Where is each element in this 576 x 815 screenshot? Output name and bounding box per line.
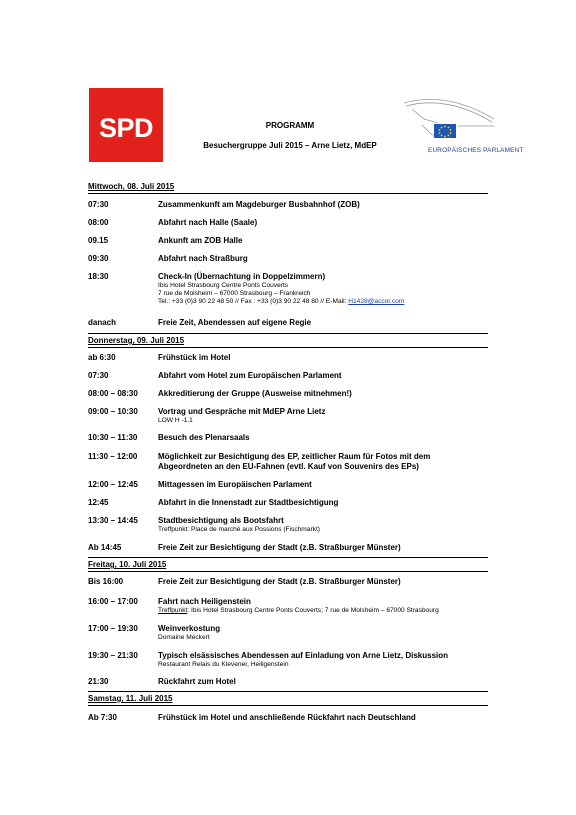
- schedule-row: [0, 235, 576, 246]
- description: Check-In (Übernachtung in Doppelzimmern): [158, 272, 326, 281]
- description: Möglichkeit zur Besichtigung des EP, zeitlicher Raum für Fotos mit dem: [158, 452, 431, 461]
- description: Fahrt nach Heiligenstein: [158, 597, 251, 606]
- time: ab 6:30: [88, 353, 116, 362]
- time: 19:30 – 21:30: [88, 651, 138, 660]
- description: Besuch des Plenarsaals: [158, 433, 250, 442]
- time: 07:30: [88, 200, 109, 209]
- schedule-row: [0, 388, 576, 399]
- description: Vortrag und Gespräche mit MdEP Arne Lietz: [158, 407, 326, 416]
- description: Freie Zeit, Abendessen auf eigene Regie: [158, 318, 312, 327]
- time: 07:30: [88, 371, 109, 380]
- european-parliament-logo: [402, 95, 502, 147]
- time: 16:00 – 17:00: [88, 597, 138, 606]
- schedule-row: [0, 253, 576, 264]
- parliament-building-icon: [402, 95, 502, 147]
- description: Freie Zeit zur Besichtigung der Stadt (z.B. Straßburger Münster): [158, 577, 401, 586]
- detail-line: [0, 415, 576, 426]
- day-heading: Donnerstag, 09. Juli 2015: [88, 336, 185, 345]
- schedule-row: [0, 676, 576, 687]
- time: 12:00 – 12:45: [88, 480, 138, 489]
- description: Abfahrt nach Straßburg: [158, 254, 248, 263]
- schedule-row: [0, 352, 576, 363]
- spd-logo: [89, 88, 163, 162]
- time: Ab 7:30: [88, 713, 117, 722]
- time: Ab 14:45: [88, 543, 122, 552]
- time: 12:45: [88, 498, 109, 507]
- divider: [88, 691, 488, 692]
- time: 09:00 – 10:30: [88, 407, 138, 416]
- time: Bis 16:00: [88, 577, 124, 586]
- schedule-row: [0, 542, 576, 553]
- description: Abfahrt in die Innenstadt zur Stadtbesichtigung: [158, 498, 339, 507]
- meeting-point-label: Treffpunkt: [158, 607, 188, 614]
- time: 09.15: [88, 236, 109, 245]
- time: 08:00 – 08:30: [88, 389, 138, 398]
- time: 17:00 – 19:30: [88, 624, 138, 633]
- hotel-contact: [158, 296, 404, 307]
- day-heading: Freitag, 10. Juli 2015: [88, 560, 167, 569]
- time: 09:30: [88, 254, 109, 263]
- description: Ankunft am ZOB Halle: [158, 236, 243, 245]
- description: Mittagessen im Europäischen Parlament: [158, 480, 312, 489]
- time: 10:30 – 11:30: [88, 433, 138, 442]
- page-title: PROGRAMM: [265, 121, 315, 130]
- description: Akkreditierung der Gruppe (Ausweise mitnehmen!): [158, 389, 352, 398]
- schedule-row: [0, 576, 576, 587]
- divider: [88, 571, 488, 572]
- email-link[interactable]: H1428@accor.com: [348, 298, 405, 305]
- day-heading: Samstag, 11. Juli 2015: [88, 694, 173, 703]
- description: Weinverkostung: [158, 624, 221, 633]
- divider: [88, 557, 488, 558]
- meeting-point: [158, 605, 439, 616]
- divider: [88, 333, 488, 334]
- time: 08:00: [88, 218, 109, 227]
- hotel-name: Ibis Hotel Strasbourg Centre Ponts Couverts: [158, 282, 289, 289]
- time: danach: [88, 318, 117, 327]
- divider: [88, 705, 488, 706]
- detail-line: [0, 605, 576, 616]
- schedule-row: [0, 712, 576, 723]
- time: 13:30 – 14:45: [88, 516, 138, 525]
- page-subtitle: Besuchergruppe Juli 2015 – Arne Lietz, MdEP: [203, 141, 377, 150]
- room-info: LOW H -1.1: [158, 417, 193, 424]
- description-continued: Abgeordneten an den EU-Fahnen (evtl. Kauf von Souvenirs des EPs): [158, 462, 419, 471]
- description: Zusammenkunft am Magdeburger Busbahnhof (ZOB): [158, 200, 360, 209]
- divider: [88, 193, 488, 194]
- schedule-row: [0, 199, 576, 210]
- restaurant-name: Restaurant Relais du Klevener, Heiligenstein: [158, 661, 289, 668]
- description: Freie Zeit zur Besichtigung der Stadt (z.B. Straßburger Münster): [158, 543, 401, 552]
- schedule-row: [0, 217, 576, 228]
- contact-text: Tel.: +33 (0)3 90 22 48 50 // Fax : +33 (0)3 90 22 48 80 // E-Mail:: [158, 298, 349, 305]
- description: Abfahrt vom Hotel zum Europäischen Parlament: [158, 371, 342, 380]
- detail-line: [0, 524, 576, 535]
- detail-line: [0, 296, 576, 307]
- schedule-row: [0, 370, 576, 381]
- description: Frühstück im Hotel und anschließende Rückfahrt nach Deutschland: [158, 713, 416, 722]
- hotel-address: 7 rue de Molsheim – 67000 Strasbourg – Frankreich: [158, 290, 311, 297]
- schedule-row: [0, 497, 576, 508]
- description: Stadtbesichtigung als Bootsfahrt: [158, 516, 284, 525]
- schedule-row: [0, 432, 576, 443]
- detail-line: [0, 659, 576, 670]
- schedule-row: [0, 479, 576, 490]
- time: 18:30: [88, 272, 109, 281]
- time: 11:30 – 12:00: [88, 452, 138, 461]
- detail-line: [0, 632, 576, 643]
- european-parliament-label: EUROPÄISCHES PARLAMENT: [428, 147, 524, 154]
- description: Rückfahrt zum Hotel: [158, 677, 236, 686]
- winery-name: Domaine Meckert: [158, 634, 210, 641]
- schedule-row-continued: [0, 461, 576, 472]
- spd-logo-text: SPD: [98, 113, 154, 143]
- day-heading: Mittwoch, 08. Juli 2015: [88, 182, 175, 191]
- meeting-point: Treffpunkt: Place de marché aux Possions (Fischmarkt): [158, 526, 320, 533]
- description: Abfahrt nach Halle (Saale): [158, 218, 258, 227]
- meeting-point-text: : Ibis Hotel Strasbourg Centre Ponts Couverts; 7 rue de Molsheim – 67000 Strasbourg: [187, 607, 439, 614]
- divider: [88, 347, 488, 348]
- schedule-row: [0, 317, 576, 328]
- description: Frühstück im Hotel: [158, 353, 231, 362]
- time: 21:30: [88, 677, 109, 686]
- description: Typisch elsässisches Abendessen auf Einladung von Arne Lietz, Diskussion: [158, 651, 449, 660]
